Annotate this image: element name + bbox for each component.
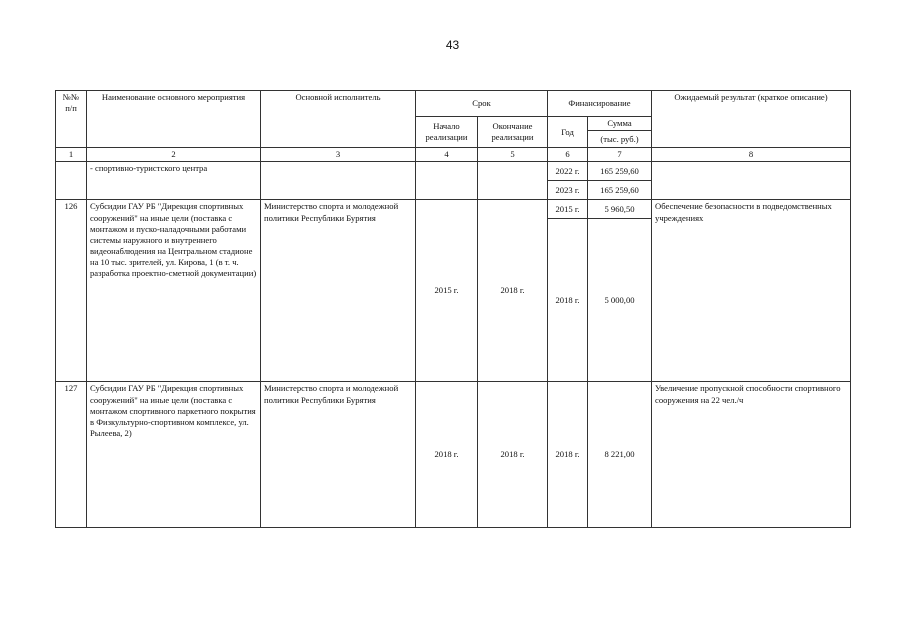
header-end: Окончание реализации (478, 117, 548, 148)
table-row (56, 382, 851, 528)
col-number: 5 (478, 148, 548, 162)
row-start: 2018 г. (416, 382, 478, 528)
col-number: 4 (416, 148, 478, 162)
fin-year: 2018 г. (548, 219, 588, 382)
header-financing: Финансирование (548, 91, 652, 117)
fin-sum: 5 000,00 (588, 219, 652, 382)
row-name: Субсидии ГАУ РБ "Дирекция спортивных сооружений" на иные цели (поставка с монтажом спортивного паркетного покрытия в Физкультурно-спортивном комплексе, ул. Рылеева, 2) (87, 382, 261, 528)
header-name: Наименование основного мероприятия (87, 91, 261, 148)
row-num: 127 (56, 382, 87, 528)
program-table (55, 90, 851, 528)
col-number: 2 (87, 148, 261, 162)
col-number: 1 (56, 148, 87, 162)
header-num: №№ п/п (56, 91, 87, 148)
row-executor: Министерство спорта и молодежной политики Республики Бурятия (261, 200, 416, 382)
fin-sum: 165 259,60 (588, 181, 652, 200)
fin-sum: 165 259,60 (588, 162, 652, 181)
row-name: Субсидии ГАУ РБ "Дирекция спортивных сооружений" на иные цели (поставка с монтажом и пуско-наладочными работами системы наружного и внутреннего видеонаблюдения на Центральном стадионе на 10 тыс. зрителей, ул. Кирова, 1 (в т. ч. разработка проектно-сметной документации) (87, 200, 261, 382)
header-result: Ожидаемый результат (краткое описание) (652, 91, 851, 148)
fin-year: 2018 г. (548, 382, 588, 528)
row-num: 126 (56, 200, 87, 382)
table-row (56, 162, 851, 181)
row-start: 2015 г. (416, 200, 478, 382)
column-numbers-row (56, 148, 851, 162)
fin-year: 2015 г. (548, 200, 588, 219)
header-term: Срок (416, 91, 548, 117)
fin-year: 2022 г. (548, 162, 588, 181)
row-result: Обеспечение безопасности в подведомственных учреждениях (652, 200, 851, 382)
header-executor: Основной исполнитель (261, 91, 416, 148)
header-start: Начало реализации (416, 117, 478, 148)
header-sum: Сумма (588, 117, 652, 131)
col-number: 8 (652, 148, 851, 162)
col-number: 7 (588, 148, 652, 162)
page-number: 43 (445, 38, 460, 52)
header-year: Год (548, 117, 588, 148)
fin-sum: 5 960,50 (588, 200, 652, 219)
row-result: Увеличение пропускной способности спортивного сооружения на 22 чел./ч (652, 382, 851, 528)
row-end: 2018 г. (478, 382, 548, 528)
row-end: 2018 г. (478, 200, 548, 382)
table-row (56, 200, 851, 219)
row-executor: Министерство спорта и молодежной политики Республики Бурятия (261, 382, 416, 528)
header-sum-unit: (тыс. руб.) (588, 131, 652, 148)
col-number: 6 (548, 148, 588, 162)
col-number: 3 (261, 148, 416, 162)
row-name: - спортивно-туристского центра (87, 162, 261, 200)
fin-sum: 8 221,00 (588, 382, 652, 528)
fin-year: 2023 г. (548, 181, 588, 200)
